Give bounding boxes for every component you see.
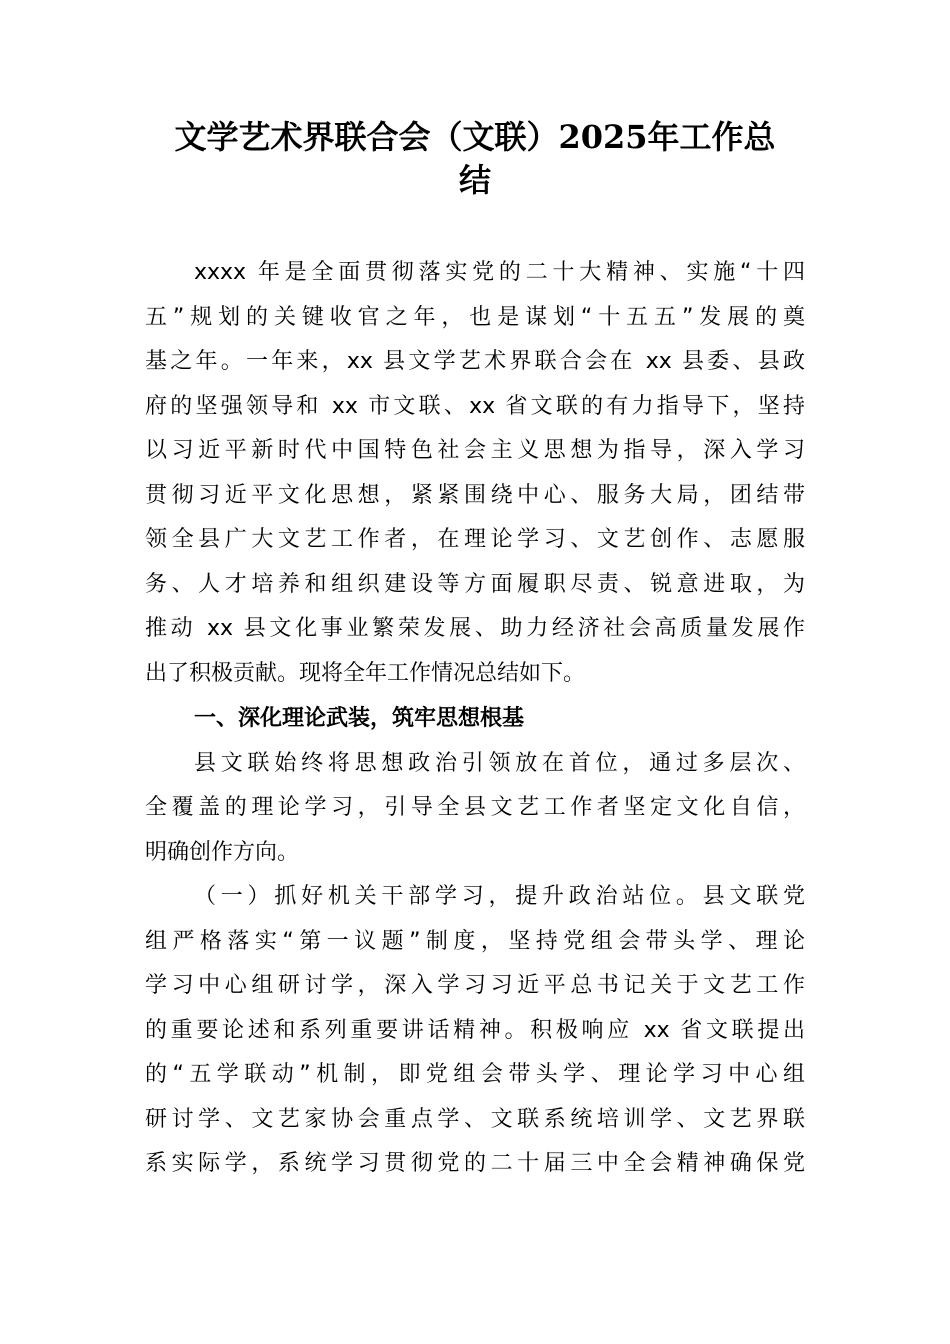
intro-paragraph-line: 贯彻习近平文化思想，紧紧围绕中心、服务大局，团结带: [145, 483, 805, 508]
intro-paragraph-line: 出了积极贡献。现将全年工作情况总结如下。: [145, 661, 586, 686]
intro-paragraph-line: 务、人才培养和组织建设等方面履职尽责、锐意进取，为: [145, 572, 805, 597]
subsection-1-line: 学习中心组研讨学，深入学习习近平总书记关于文艺工作: [145, 973, 805, 998]
subsection-1-line: 研讨学、文艺家协会重点学、文联系统培训学、文艺界联: [145, 1107, 805, 1132]
section-1-heading: 一、深化理论武装，筑牢思想根基: [194, 706, 525, 731]
intro-paragraph-line: xxxx 年是全面贯彻落实党的二十大精神、实施“十四: [194, 260, 805, 285]
subsection-1-line: 的“五学联动”机制，即党组会带头学、理论学习中心组: [145, 1062, 805, 1087]
subsection-1-line: 的重要论述和系列重要讲话精神。积极响应 xx 省文联提出: [145, 1018, 805, 1043]
subsection-1-line: 组严格落实“第一议题”制度，坚持党组会带头学、理论: [145, 929, 805, 954]
subsection-1-line: 系实际学，系统学习贯彻党的二十届三中全会精神确保党: [145, 1151, 805, 1176]
intro-paragraph-line: 以习近平新时代中国特色社会主义思想为指导，深入学习: [145, 438, 805, 463]
intro-paragraph-line: 基之年。一年来，xx 县文学艺术界联合会在 xx 县委、县政: [145, 349, 805, 374]
intro-paragraph-line: 推动 xx 县文化事业繁荣发展、助力经济社会高质量发展作: [145, 616, 805, 641]
document-title-line-1: 文学艺术界联合会（文联）2025年工作总: [174, 118, 776, 156]
intro-paragraph-line: 府的坚强领导和 xx 市文联、xx 省文联的有力指导下，坚持: [145, 394, 805, 419]
intro-paragraph-line: 领全县广大文艺工作者，在理论学习、文艺创作、志愿服: [145, 527, 805, 552]
document-title-line-2: 结: [458, 161, 491, 199]
intro-paragraph-line: 五”规划的关键收官之年，也是谋划“十五五”发展的奠: [145, 305, 805, 330]
section-1-paragraph-line: 全覆盖的理论学习，引导全县文艺工作者坚定文化自信，: [145, 795, 805, 820]
section-1-paragraph-line: 明确创作方向。: [145, 840, 300, 865]
subsection-1-line: （一）抓好机关干部学习，提升政治站位。县文联党: [194, 884, 805, 909]
section-1-paragraph-line: 县文联始终将思想政治引领放在首位，通过多层次、: [194, 751, 805, 776]
